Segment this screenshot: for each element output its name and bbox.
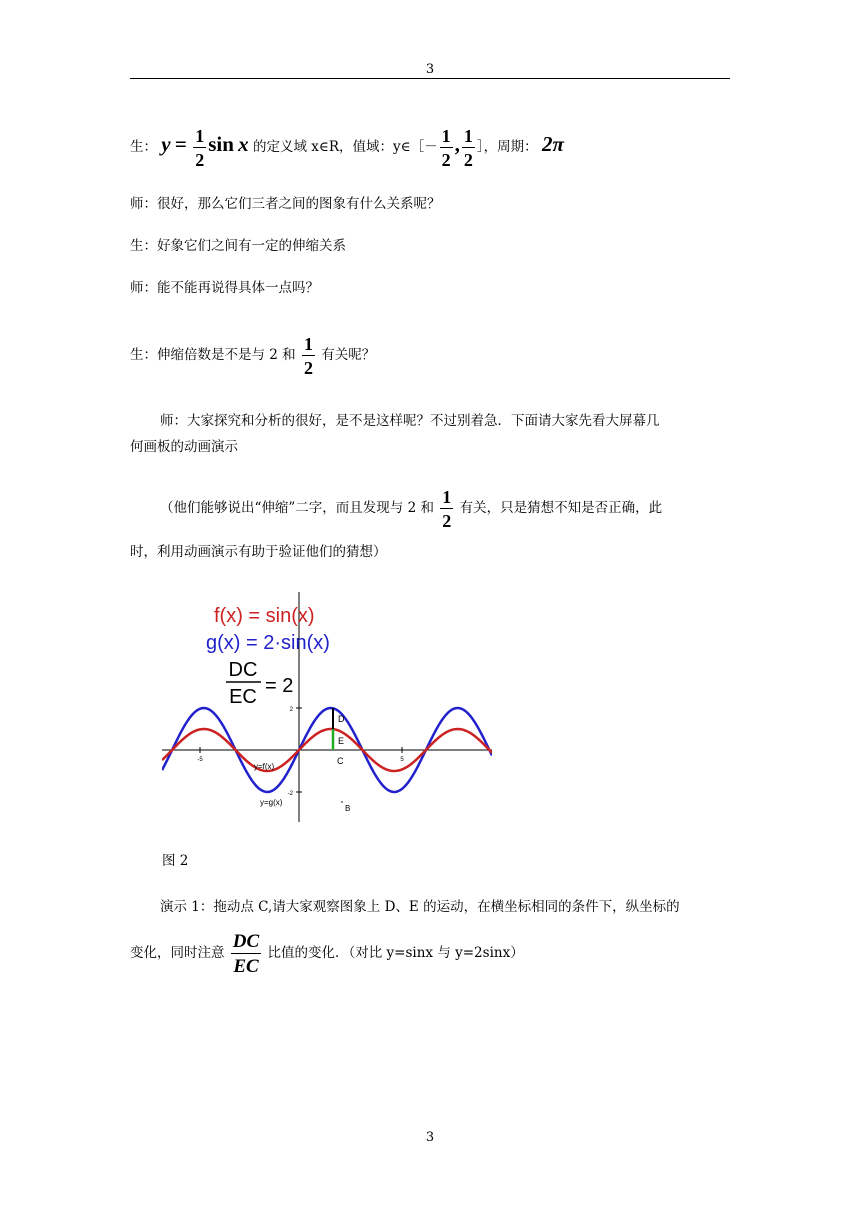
tick-label: 5 <box>400 757 404 763</box>
ratio-value: = 2 <box>265 675 294 697</box>
point-b <box>341 801 343 803</box>
yf-label: y=f(x) <box>254 762 275 771</box>
line-6b: 何画板的动画演示 <box>130 439 238 455</box>
sine-figure <box>162 592 492 822</box>
fraction-half-2: $\frac{1}{2}$ <box>441 125 451 170</box>
tick-label: -2 <box>287 791 293 797</box>
tick-label: 2 <box>289 707 293 713</box>
line-7b: 时，利用动画演示有助于验证他们的猜想） <box>130 544 387 560</box>
tick-label: -5 <box>197 757 203 763</box>
math-y: y <box>161 132 171 156</box>
f-label: f(x) = sin(x) <box>214 605 315 627</box>
line-4: 师：能不能再说得具体一点吗？ <box>130 280 319 296</box>
header-page-number: 3 <box>425 62 435 77</box>
sine-graph <box>162 592 492 822</box>
fraction-half-1: $\frac{1}{2}$ <box>195 125 205 170</box>
line-5: 生：伸缩倍数是不是与 2 和 $\frac{1}{2}$ 有关呢？ <box>130 333 376 378</box>
figure-caption: 图 2 <box>162 853 189 869</box>
line-3: 生：好象它们之间有一定的伸缩关系 <box>130 238 346 254</box>
fraction-dc-ec: $\frac{DC}{EC}$ <box>232 930 260 977</box>
header-rule <box>130 78 730 79</box>
point-b-label: B <box>345 804 351 813</box>
footer-page-number: 3 <box>425 1130 435 1145</box>
line-1: 生： y = $\frac{1}{2}$ sin x 的定义域 x∈R，值域：y∈［－ $\frac{1}{2}$ , $\frac{1}{2}$ ］，周期： 2π <box>130 125 564 170</box>
ratio-numerator: DC <box>228 659 258 681</box>
yg-label: y=g(x) <box>260 798 283 807</box>
point-c-label: C <box>337 756 344 766</box>
line-7a: （他们能够说出“伸缩”二字，而且发现与 2 和 $\frac{1}{2}$ 有关，只是猜想不知是否正确，此 <box>160 486 663 531</box>
point-d-label: D <box>338 714 345 724</box>
period-value: 2π <box>541 132 564 156</box>
fraction-half-4: $\frac{1}{2}$ <box>303 333 313 378</box>
g-label: g(x) = 2·sin(x) <box>206 632 330 654</box>
ratio-denominator: EC <box>229 686 257 708</box>
point-e-label: E <box>338 736 345 746</box>
line-2: 师：很好，那么它们三者之间的图象有什么关系呢？ <box>130 196 441 212</box>
fraction-half-5: $\frac{1}{2}$ <box>442 486 452 531</box>
line-6a: 师：大家探究和分析的很好，是不是这样呢？不过别着急．下面请大家先看大屏幕几 <box>160 413 660 429</box>
line-8a: 演示 1：拖动点 C,请大家观察图象上 D、E 的运动，在横坐标相同的条件下，纵坐标的 <box>160 899 680 915</box>
fraction-half-3: $\frac{1}{2}$ <box>463 125 473 170</box>
line-8b: 变化，同时注意 $\frac{DC}{EC}$ 比值的变化．（对比 y=sinx 与 y=2sinx） <box>130 930 524 977</box>
